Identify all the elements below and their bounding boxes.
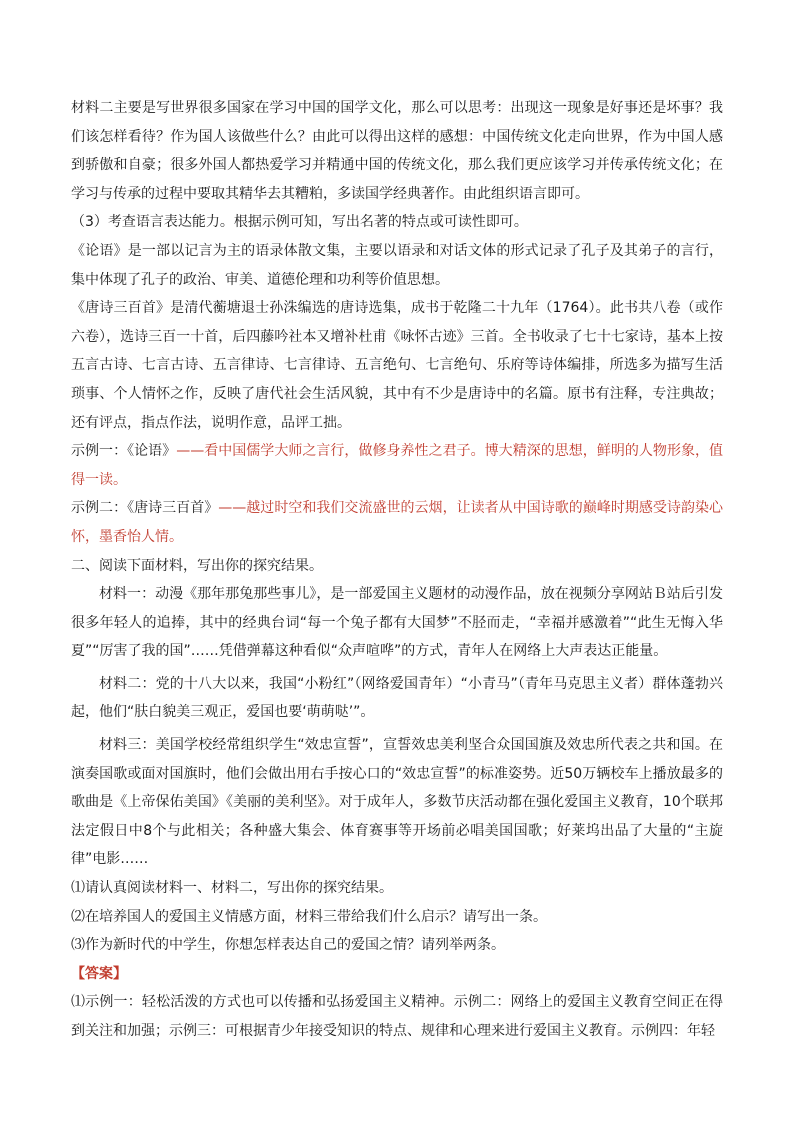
- example-one: [71, 437, 723, 494]
- material-one: 材料一：动漫《那年那兔那些事儿》，是一部爱国主义题材的动漫作品，放在视频分享网站Ｂ站后引发很多年轻人的追捧，其中的经典台词“每一个兔子都有大国梦”不胫而走，“幸福并感激着”“此生无悔入华夏”“厉害了我的国”……凭借弹幕这种看似“众声喧哗”的方式，青年人在网络上大声表达正能量。: [71, 586, 723, 660]
- question-one: ⑴请认真阅读材料一、材料二，写出你的探究结果。: [71, 880, 393, 897]
- tangshi-introduction: 《唐诗三百首》是清代蘅塘退士孙洙编选的唐诗选集，成书于乾隆二十九年（1764）。此书共八卷（或作六卷），选诗三百一十首，后四藤吟社本又增补杜甫《咏怀古迹》三首。全书收录了七十七家诗，基本上按五言古诗、七言古诗、五言律诗、七言律诗、五言绝句、七言绝句、乐府等诗体编排，所选多为描写生活琐事、个人情怀之作，反映了唐代社会生活风貌，其中有不少是唐诗中的名篇。原书有注释，专注典故；还有评点，指点作法，说明作意，品评工拙。: [71, 300, 723, 431]
- analysis-paragraph-material2: 材料二主要是写世界很多国家在学习中国的国学文化，那么可以思考：出现这一现象是好事还是坏事？我们该怎样看待？作为国人该做些什么？由此可以得出这样的感想：中国传统文化走向世界，作为中国人感到骄傲和自豪；很多外国人都热爱学习并精通中国的传统文化，那么我们更应该学习并传承传统文化；在学习与传承的过程中要取其精华去其糟粕，多读国学经典著作。由此组织语言即可。: [71, 100, 723, 202]
- question3-analysis: （3）考查语言表达能力。根据示例可知，写出名著的特点或可读性即可。: [71, 214, 528, 231]
- example-one-text: ——看中国儒学大师之言行，做修身养性之君子。博大精深的思想，鲜明的人物形象，值得一读。: [71, 443, 724, 488]
- answer-label: 【答案】: [71, 965, 127, 982]
- example-two-prefix: 示例二：《唐诗三百首》: [71, 500, 219, 517]
- material-three: 材料三：美国学校经常组织学生“效忠宣誓”，宣誓效忠美利坚合众国国旗及效忠所代表之共和国。在演奏国歌或面对国旗时，他们会做出用右手按心口的“效忠宣誓”的标准姿势。近50万辆校车上播放最多的歌曲是《上帝保佑美国》《美丽的美利坚》。对于成年人，多数节庆活动都在强化爱国主义教育，10个联邦法定假日中8个与此相关；各种盛大集会、体育赛事等开场前必唱美国国歌；好莱坞出品了大量的“主旋律”电影……: [71, 737, 723, 868]
- lunyu-introduction: 《论语》是一部以记言为主的语录体散文集，主要以语录和对话文体的形式记录了孔子及其弟子的言行，集中体现了孔子的政治、审美、道德伦理和功利等价值思想。: [71, 242, 723, 288]
- example-one-prefix: 示例一：《论语》: [71, 443, 177, 460]
- example-two-text: ——越过时空和我们交流盛世的云烟，让读者从中国诗歌的巅峰时期感受诗韵染心怀，墨香怡人情。: [71, 500, 724, 545]
- question-two: ⑵在培养国人的爱国主义情感方面，材料三带给我们什么启示？请写出一条。: [71, 908, 547, 925]
- section-two-title: 二、阅读下面材料，写出你的探究结果。: [71, 557, 323, 574]
- question-three: ⑶作为新时代的中学生，你想怎样表达自己的爱国之情？请列举两条。: [71, 937, 505, 954]
- material-two: 材料二：党的十八大以来，我国“小粉红”（网络爱国青年）“小青马”（青年马克思主义者）群体蓬勃兴起，他们“肤白貌美三观正，爱国也要‘萌萌哒’”。: [71, 675, 723, 721]
- example-two: [71, 494, 723, 551]
- document-page: [71, 94, 723, 1046]
- answer-one: ⑴示例一：轻松活泼的方式也可以传播和弘扬爱国主义精神。示例二：网络上的爱国主义教育空间正在得到关注和加强；示例三：可根据青少年接受知识的特点、规律和心理来进行爱国主义教育。示例四：年轻: [71, 994, 723, 1039]
